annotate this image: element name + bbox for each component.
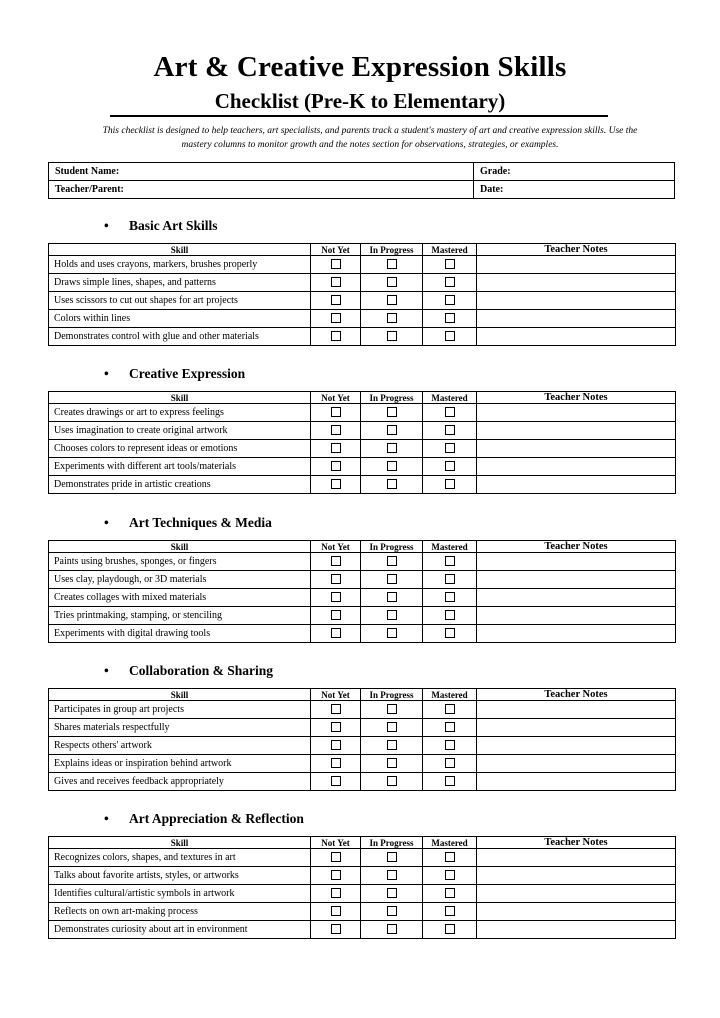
not-yet-checkbox[interactable]	[331, 313, 341, 323]
in-progress-cell	[361, 440, 423, 458]
skill-label: Identifies cultural/artistic symbols in artwork	[49, 885, 311, 903]
mastered-checkbox[interactable]	[445, 628, 455, 638]
not-yet-checkbox[interactable]	[331, 425, 341, 435]
not-yet-checkbox[interactable]	[331, 295, 341, 305]
mastered-cell	[423, 867, 477, 885]
not-yet-cell	[311, 440, 361, 458]
in-progress-cell	[361, 458, 423, 476]
table-row	[49, 476, 676, 494]
in-progress-cell	[361, 274, 423, 292]
bullet-icon: •	[104, 366, 109, 381]
title-divider	[110, 115, 608, 117]
teacher-notes-cell[interactable]	[477, 404, 676, 422]
column-header-mastered: Mastered	[423, 837, 477, 849]
not-yet-cell	[311, 256, 361, 274]
table-row	[49, 867, 676, 885]
mastered-cell	[423, 921, 477, 939]
table-row	[49, 571, 676, 589]
mastered-cell	[423, 476, 477, 494]
mastered-checkbox[interactable]	[445, 461, 455, 471]
mastered-checkbox[interactable]	[445, 425, 455, 435]
in-progress-cell	[361, 625, 423, 643]
teacher-notes-cell[interactable]	[477, 773, 676, 791]
teacher-notes-cell[interactable]	[477, 867, 676, 885]
mastered-cell	[423, 719, 477, 737]
skill-label: Draws simple lines, shapes, and patterns	[49, 274, 311, 292]
date-field[interactable]: Date:	[474, 181, 675, 199]
skill-label: Experiments with digital drawing tools	[49, 625, 311, 643]
teacher-notes-cell[interactable]	[477, 292, 676, 310]
teacher-notes-cell[interactable]	[477, 571, 676, 589]
in-progress-cell	[361, 849, 423, 867]
not-yet-checkbox[interactable]	[331, 628, 341, 638]
not-yet-checkbox[interactable]	[331, 592, 341, 602]
not-yet-cell	[311, 571, 361, 589]
not-yet-checkbox[interactable]	[331, 479, 341, 489]
in-progress-checkbox[interactable]	[387, 610, 397, 620]
in-progress-cell	[361, 476, 423, 494]
mastered-cell	[423, 440, 477, 458]
table-header-row	[49, 541, 676, 553]
teacher-notes-cell[interactable]	[477, 921, 676, 939]
column-header-mastered: Mastered	[423, 392, 477, 404]
not-yet-cell	[311, 773, 361, 791]
not-yet-cell	[311, 458, 361, 476]
column-header-teacher-notes: Teacher Notes	[477, 541, 676, 553]
mastered-checkbox[interactable]	[445, 870, 455, 880]
in-progress-checkbox[interactable]	[387, 740, 397, 750]
teacher-notes-cell[interactable]	[477, 256, 676, 274]
table-row	[49, 607, 676, 625]
in-progress-checkbox[interactable]	[387, 407, 397, 417]
mastered-cell	[423, 310, 477, 328]
table-row	[49, 422, 676, 440]
mastered-cell	[423, 292, 477, 310]
column-header-in-progress: In Progress	[361, 689, 423, 701]
skill-label: Chooses colors to represent ideas or emotions	[49, 440, 311, 458]
intro-text: This checklist is designed to help teachers, art specialists, and parents track a student's mastery of art and creative expression skills. Use the mastery columns to monitor growth and the notes section for observations, strategies, or examples.	[102, 126, 638, 150]
in-progress-cell	[361, 867, 423, 885]
in-progress-checkbox[interactable]	[387, 461, 397, 471]
mastered-cell	[423, 849, 477, 867]
column-header-not-yet: Not Yet	[311, 244, 361, 256]
skill-label: Colors within lines	[49, 310, 311, 328]
not-yet-checkbox[interactable]	[331, 740, 341, 750]
mastered-checkbox[interactable]	[445, 295, 455, 305]
skill-label: Demonstrates pride in artistic creations	[49, 476, 311, 494]
column-header-skill: Skill	[49, 541, 311, 553]
column-header-not-yet: Not Yet	[311, 392, 361, 404]
mastered-cell	[423, 422, 477, 440]
not-yet-cell	[311, 625, 361, 643]
not-yet-cell	[311, 719, 361, 737]
in-progress-cell	[361, 885, 423, 903]
bullet-icon: •	[104, 811, 109, 826]
column-header-mastered: Mastered	[423, 541, 477, 553]
not-yet-cell	[311, 328, 361, 346]
in-progress-checkbox[interactable]	[387, 574, 397, 584]
not-yet-cell	[311, 849, 361, 867]
teacher-notes-cell[interactable]	[477, 755, 676, 773]
table-row	[49, 328, 676, 346]
not-yet-checkbox[interactable]	[331, 870, 341, 880]
mastered-cell	[423, 256, 477, 274]
mastered-cell	[423, 773, 477, 791]
teacher-notes-cell[interactable]	[477, 553, 676, 571]
table-row	[49, 719, 676, 737]
mastered-checkbox[interactable]	[445, 574, 455, 584]
skill-label: Uses scissors to cut out shapes for art projects	[49, 292, 311, 310]
mastered-cell	[423, 701, 477, 719]
skill-label: Paints using brushes, sponges, or fingers	[49, 553, 311, 571]
mastered-checkbox[interactable]	[445, 906, 455, 916]
column-header-skill: Skill	[49, 689, 311, 701]
in-progress-checkbox[interactable]	[387, 556, 397, 566]
skill-label: Explains ideas or inspiration behind artwork	[49, 755, 311, 773]
in-progress-checkbox[interactable]	[387, 259, 397, 269]
not-yet-checkbox[interactable]	[331, 888, 341, 898]
section-title-text: Basic Art Skills	[129, 218, 218, 233]
mastered-checkbox[interactable]	[445, 758, 455, 768]
not-yet-checkbox[interactable]	[331, 461, 341, 471]
skills-table	[48, 540, 676, 643]
not-yet-checkbox[interactable]	[331, 776, 341, 786]
table-row	[49, 773, 676, 791]
skills-table	[48, 391, 676, 494]
mastered-cell	[423, 737, 477, 755]
in-progress-checkbox[interactable]	[387, 313, 397, 323]
bullet-icon: •	[104, 663, 109, 678]
skill-label: Talks about favorite artists, styles, or artworks	[49, 867, 311, 885]
teacher-notes-cell[interactable]	[477, 310, 676, 328]
mastered-cell	[423, 458, 477, 476]
not-yet-checkbox[interactable]	[331, 722, 341, 732]
in-progress-checkbox[interactable]	[387, 776, 397, 786]
not-yet-checkbox[interactable]	[331, 277, 341, 287]
table-header-row	[49, 244, 676, 256]
skills-table	[48, 688, 676, 791]
table-row	[49, 625, 676, 643]
table-row	[49, 292, 676, 310]
in-progress-checkbox[interactable]	[387, 295, 397, 305]
not-yet-checkbox[interactable]	[331, 704, 341, 714]
mastered-cell	[423, 553, 477, 571]
in-progress-cell	[361, 422, 423, 440]
column-header-teacher-notes: Teacher Notes	[477, 244, 676, 256]
table-row	[49, 885, 676, 903]
teacher-notes-cell[interactable]	[477, 903, 676, 921]
teacher-notes-cell[interactable]	[477, 274, 676, 292]
mastered-checkbox[interactable]	[445, 722, 455, 732]
not-yet-cell	[311, 292, 361, 310]
in-progress-cell	[361, 701, 423, 719]
mastered-checkbox[interactable]	[445, 259, 455, 269]
in-progress-checkbox[interactable]	[387, 592, 397, 602]
mastered-checkbox[interactable]	[445, 592, 455, 602]
not-yet-checkbox[interactable]	[331, 259, 341, 269]
not-yet-checkbox[interactable]	[331, 610, 341, 620]
column-header-skill: Skill	[49, 392, 311, 404]
not-yet-cell	[311, 274, 361, 292]
mastered-checkbox[interactable]	[445, 331, 455, 341]
in-progress-cell	[361, 737, 423, 755]
section-title	[104, 365, 245, 383]
not-yet-checkbox[interactable]	[331, 331, 341, 341]
table-row	[49, 440, 676, 458]
in-progress-cell	[361, 607, 423, 625]
skills-table	[48, 243, 676, 346]
teacher-notes-cell[interactable]	[477, 328, 676, 346]
skill-label: Creates collages with mixed materials	[49, 589, 311, 607]
mastered-checkbox[interactable]	[445, 888, 455, 898]
not-yet-cell	[311, 553, 361, 571]
skill-label: Tries printmaking, stamping, or stenciling	[49, 607, 311, 625]
table-row	[49, 755, 676, 773]
in-progress-cell	[361, 755, 423, 773]
skill-label: Demonstrates curiosity about art in environment	[49, 921, 311, 939]
not-yet-cell	[311, 607, 361, 625]
mastered-cell	[423, 404, 477, 422]
page-title: Art & Creative Expression Skills	[153, 51, 567, 83]
not-yet-cell	[311, 867, 361, 885]
not-yet-checkbox[interactable]	[331, 758, 341, 768]
mastered-cell	[423, 903, 477, 921]
bullet-icon: •	[104, 515, 109, 530]
in-progress-cell	[361, 553, 423, 571]
skill-label: Uses clay, playdough, or 3D materials	[49, 571, 311, 589]
mastered-checkbox[interactable]	[445, 852, 455, 862]
not-yet-cell	[311, 422, 361, 440]
not-yet-cell	[311, 903, 361, 921]
not-yet-cell	[311, 404, 361, 422]
skill-label: Creates drawings or art to express feelings	[49, 404, 311, 422]
mastered-checkbox[interactable]	[445, 610, 455, 620]
not-yet-checkbox[interactable]	[331, 906, 341, 916]
bullet-icon: •	[104, 218, 109, 233]
skill-label: Uses imagination to create original artwork	[49, 422, 311, 440]
not-yet-cell	[311, 737, 361, 755]
teacher-notes-cell[interactable]	[477, 440, 676, 458]
in-progress-checkbox[interactable]	[387, 443, 397, 453]
in-progress-cell	[361, 589, 423, 607]
table-row	[49, 256, 676, 274]
in-progress-checkbox[interactable]	[387, 425, 397, 435]
mastered-cell	[423, 885, 477, 903]
mastered-checkbox[interactable]	[445, 776, 455, 786]
mastered-cell	[423, 571, 477, 589]
not-yet-checkbox[interactable]	[331, 924, 341, 934]
mastered-cell	[423, 625, 477, 643]
section-title	[104, 217, 218, 235]
section-title-text: Art Techniques & Media	[129, 515, 272, 530]
table-row	[49, 310, 676, 328]
mastered-checkbox[interactable]	[445, 407, 455, 417]
column-header-skill: Skill	[49, 837, 311, 849]
column-header-teacher-notes: Teacher Notes	[477, 689, 676, 701]
skill-label: Reflects on own art-making process	[49, 903, 311, 921]
table-row	[49, 458, 676, 476]
mastered-checkbox[interactable]	[445, 704, 455, 714]
in-progress-cell	[361, 773, 423, 791]
mastered-cell	[423, 328, 477, 346]
mastered-checkbox[interactable]	[445, 277, 455, 287]
grade-field[interactable]: Grade:	[474, 163, 675, 181]
in-progress-checkbox[interactable]	[387, 628, 397, 638]
column-header-in-progress: In Progress	[361, 244, 423, 256]
not-yet-checkbox[interactable]	[331, 574, 341, 584]
section-title	[104, 810, 304, 828]
in-progress-checkbox[interactable]	[387, 722, 397, 732]
table-row	[49, 274, 676, 292]
teacher-notes-cell[interactable]	[477, 701, 676, 719]
in-progress-cell	[361, 921, 423, 939]
skill-label: Respects others' artwork	[49, 737, 311, 755]
column-header-not-yet: Not Yet	[311, 837, 361, 849]
column-header-mastered: Mastered	[423, 244, 477, 256]
in-progress-cell	[361, 292, 423, 310]
teacher-parent-field[interactable]: Teacher/Parent:	[49, 181, 474, 199]
column-header-in-progress: In Progress	[361, 392, 423, 404]
not-yet-cell	[311, 885, 361, 903]
not-yet-checkbox[interactable]	[331, 556, 341, 566]
mastered-cell	[423, 755, 477, 773]
not-yet-cell	[311, 755, 361, 773]
mastered-checkbox[interactable]	[445, 556, 455, 566]
student-info-table	[48, 162, 675, 199]
skill-label: Gives and receives feedback appropriately	[49, 773, 311, 791]
skill-label: Shares materials respectfully	[49, 719, 311, 737]
section-title	[104, 514, 272, 532]
table-header-row	[49, 689, 676, 701]
mastered-checkbox[interactable]	[445, 313, 455, 323]
table-row	[49, 903, 676, 921]
in-progress-cell	[361, 328, 423, 346]
column-header-in-progress: In Progress	[361, 541, 423, 553]
teacher-notes-cell[interactable]	[477, 625, 676, 643]
teacher-notes-cell[interactable]	[477, 719, 676, 737]
in-progress-checkbox[interactable]	[387, 758, 397, 768]
skill-label: Holds and uses crayons, markers, brushes properly	[49, 256, 311, 274]
teacher-notes-cell[interactable]	[477, 422, 676, 440]
section-title	[104, 662, 273, 680]
mastered-checkbox[interactable]	[445, 443, 455, 453]
in-progress-cell	[361, 571, 423, 589]
teacher-notes-cell[interactable]	[477, 885, 676, 903]
section-title-text: Art Appreciation & Reflection	[129, 811, 304, 826]
table-row	[49, 404, 676, 422]
student-name-field[interactable]: Student Name:	[49, 163, 474, 181]
table-row	[49, 921, 676, 939]
teacher-notes-cell[interactable]	[477, 607, 676, 625]
not-yet-cell	[311, 476, 361, 494]
column-header-not-yet: Not Yet	[311, 689, 361, 701]
table-header-row	[49, 392, 676, 404]
not-yet-cell	[311, 701, 361, 719]
skills-table	[48, 836, 676, 939]
in-progress-checkbox[interactable]	[387, 852, 397, 862]
section-title-text: Collaboration & Sharing	[129, 663, 274, 678]
teacher-notes-cell[interactable]	[477, 849, 676, 867]
in-progress-cell	[361, 404, 423, 422]
table-row	[49, 737, 676, 755]
in-progress-cell	[361, 256, 423, 274]
in-progress-checkbox[interactable]	[387, 870, 397, 880]
in-progress-checkbox[interactable]	[387, 888, 397, 898]
in-progress-checkbox[interactable]	[387, 331, 397, 341]
table-header-row	[49, 837, 676, 849]
in-progress-cell	[361, 903, 423, 921]
in-progress-checkbox[interactable]	[387, 704, 397, 714]
mastered-cell	[423, 607, 477, 625]
not-yet-cell	[311, 310, 361, 328]
column-header-skill: Skill	[49, 244, 311, 256]
table-row	[49, 849, 676, 867]
in-progress-cell	[361, 310, 423, 328]
table-row	[49, 701, 676, 719]
not-yet-cell	[311, 921, 361, 939]
not-yet-cell	[311, 589, 361, 607]
in-progress-checkbox[interactable]	[387, 924, 397, 934]
in-progress-checkbox[interactable]	[387, 479, 397, 489]
page-subtitle: Checklist (Pre-K to Elementary)	[214, 89, 506, 113]
teacher-notes-cell[interactable]	[477, 737, 676, 755]
table-row	[49, 589, 676, 607]
in-progress-checkbox[interactable]	[387, 277, 397, 287]
skill-label: Demonstrates control with glue and other materials	[49, 328, 311, 346]
section-title-text: Creative Expression	[129, 366, 246, 381]
column-header-in-progress: In Progress	[361, 837, 423, 849]
skill-label: Experiments with different art tools/materials	[49, 458, 311, 476]
skill-label: Participates in group art projects	[49, 701, 311, 719]
mastered-checkbox[interactable]	[445, 924, 455, 934]
not-yet-checkbox[interactable]	[331, 443, 341, 453]
table-row	[49, 553, 676, 571]
not-yet-checkbox[interactable]	[331, 407, 341, 417]
column-header-teacher-notes: Teacher Notes	[477, 392, 676, 404]
mastered-checkbox[interactable]	[445, 479, 455, 489]
teacher-notes-cell[interactable]	[477, 589, 676, 607]
in-progress-checkbox[interactable]	[387, 906, 397, 916]
mastered-cell	[423, 274, 477, 292]
teacher-notes-cell[interactable]	[477, 476, 676, 494]
mastered-checkbox[interactable]	[445, 740, 455, 750]
teacher-notes-cell[interactable]	[477, 458, 676, 476]
column-header-teacher-notes: Teacher Notes	[477, 837, 676, 849]
in-progress-cell	[361, 719, 423, 737]
skill-label: Recognizes colors, shapes, and textures in art	[49, 849, 311, 867]
not-yet-checkbox[interactable]	[331, 852, 341, 862]
column-header-mastered: Mastered	[423, 689, 477, 701]
column-header-not-yet: Not Yet	[311, 541, 361, 553]
mastered-cell	[423, 589, 477, 607]
